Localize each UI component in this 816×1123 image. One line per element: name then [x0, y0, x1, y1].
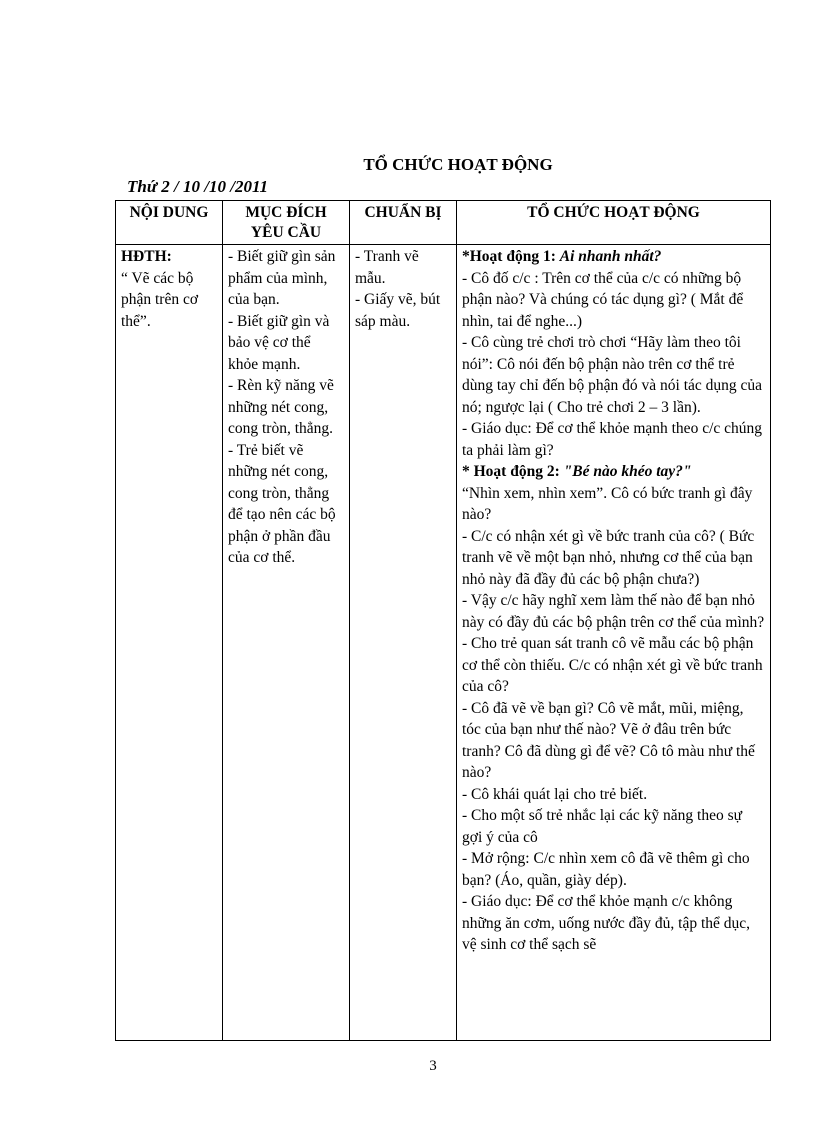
activity-item: - Cho một số trẻ nhắc lại các kỹ năng theo sự gợi ý của cô [462, 807, 743, 846]
activity-item: “Nhìn xem, nhìn xem”. Cô có bức tranh gì đây nào? [462, 484, 753, 523]
goals-cell [223, 245, 350, 1041]
activity-item: - Giáo dục: Để cơ thể khỏe mạnh theo c/c chúng ta phải làm gì? [462, 420, 763, 459]
activity-item: - Cô cùng trẻ chơi trò chơi “Hãy làm theo tôi nói”: Cô nói đến bộ phận nào trên cơ thể trẻ dùng tay chỉ đến bộ phận đó và nói tác dụng của nó; ngược lại ( Cho trẻ chơi 2 – 3 lần). [462, 334, 763, 416]
activity-1-title: Ai nhanh nhất? [559, 248, 662, 265]
activity-item: - Cô đố c/c : Trên cơ thể của c/c có những bộ phận nào? Và chúng có tác dụng gì? ( Mắt để nhìn, tai để nghe...) [462, 269, 744, 330]
activity-item: - C/c có nhận xét gì về bức tranh của cô? ( Bức tranh vẽ về một bạn nhỏ, nhưng cơ thể của bạn nhỏ này đã đầy đủ các bộ phận chưa?) [462, 527, 755, 588]
date-heading: Thứ 2 / 10 /10 /2011 [127, 177, 269, 196]
header-goals: MỤC ĐÍCH YÊU CẦU [223, 201, 350, 245]
header-content: NỘI DUNG [116, 201, 223, 245]
activities-cell [457, 245, 771, 1041]
activity-item: - Mở rộng: C/c nhìn xem cô đã vẽ thêm gì cho bạn? (Áo, quần, giày dép). [462, 850, 750, 889]
header-activities: TỔ CHỨC HOẠT ĐỘNG [457, 201, 771, 245]
activity-item: - Giáo dục: Để cơ thể khỏe mạnh c/c không những ăn cơm, uống nước đầy đủ, tập thể dục, vệ sinh cơ thể sạch sẽ [462, 893, 751, 953]
page-number: 3 [429, 1058, 437, 1074]
content-cell [116, 245, 223, 1041]
goal-item: - Trẻ biết vẽ những nét cong, cong tròn, thẳng để tạo nên các bộ phận ở phần đầu của cơ thể. [228, 441, 336, 566]
table-row [116, 245, 771, 1041]
activity-item: - Cho trẻ quan sát tranh cô vẽ mẫu các bộ phận cơ thể còn thiếu. C/c có nhận xét gì về bức tranh của cô? [462, 635, 763, 695]
goal-item: - Biết giữ gìn và bảo vệ cơ thể khỏe mạnh. [228, 312, 330, 373]
activity-2-prefix: * Hoạt động 2: [462, 463, 564, 480]
header-prep: CHUẨN BỊ [350, 201, 457, 245]
activity-item: - Vậy c/c hãy nghĩ xem làm thế nào để bạn nhỏ này có đầy đủ các bộ phận trên cơ thể của mình? [462, 592, 765, 631]
prep-item: - Tranh vẽ mẫu. [355, 248, 419, 287]
goal-item: - Biết giữ gìn sản phẩm của mình, của bạn. [228, 248, 336, 308]
activity-item: - Cô khái quát lại cho trẻ biết. [462, 785, 648, 803]
goal-item: - Rèn kỹ năng vẽ những nét cong, cong tròn, thẳng. [228, 377, 334, 437]
activity-2-title: "Bé nào khéo tay?" [563, 463, 692, 480]
page-title: TỔ CHỨC HOẠT ĐỘNG [363, 155, 553, 174]
content-label: HĐTH: [121, 248, 172, 265]
prep-cell [350, 245, 457, 1041]
prep-item: - Giấy vẽ, bút sáp màu. [355, 291, 441, 330]
activity-1-heading [462, 246, 765, 268]
activity-2-heading [462, 461, 765, 483]
content-text: “ Vẽ các bộ phận trên cơ thể”. [121, 269, 199, 330]
activity-table [115, 200, 771, 1041]
activity-item: - Cô đã vẽ về bạn gì? Cô vẽ mắt, mũi, miệng, tóc của bạn như thế nào? Vẽ ở đâu trên bức tranh? Cô đã dùng gì để vẽ? Cô tô màu như thế nào? [462, 699, 755, 781]
table-header-row [116, 201, 771, 245]
activity-1-prefix: *Hoạt động 1: [462, 248, 560, 265]
